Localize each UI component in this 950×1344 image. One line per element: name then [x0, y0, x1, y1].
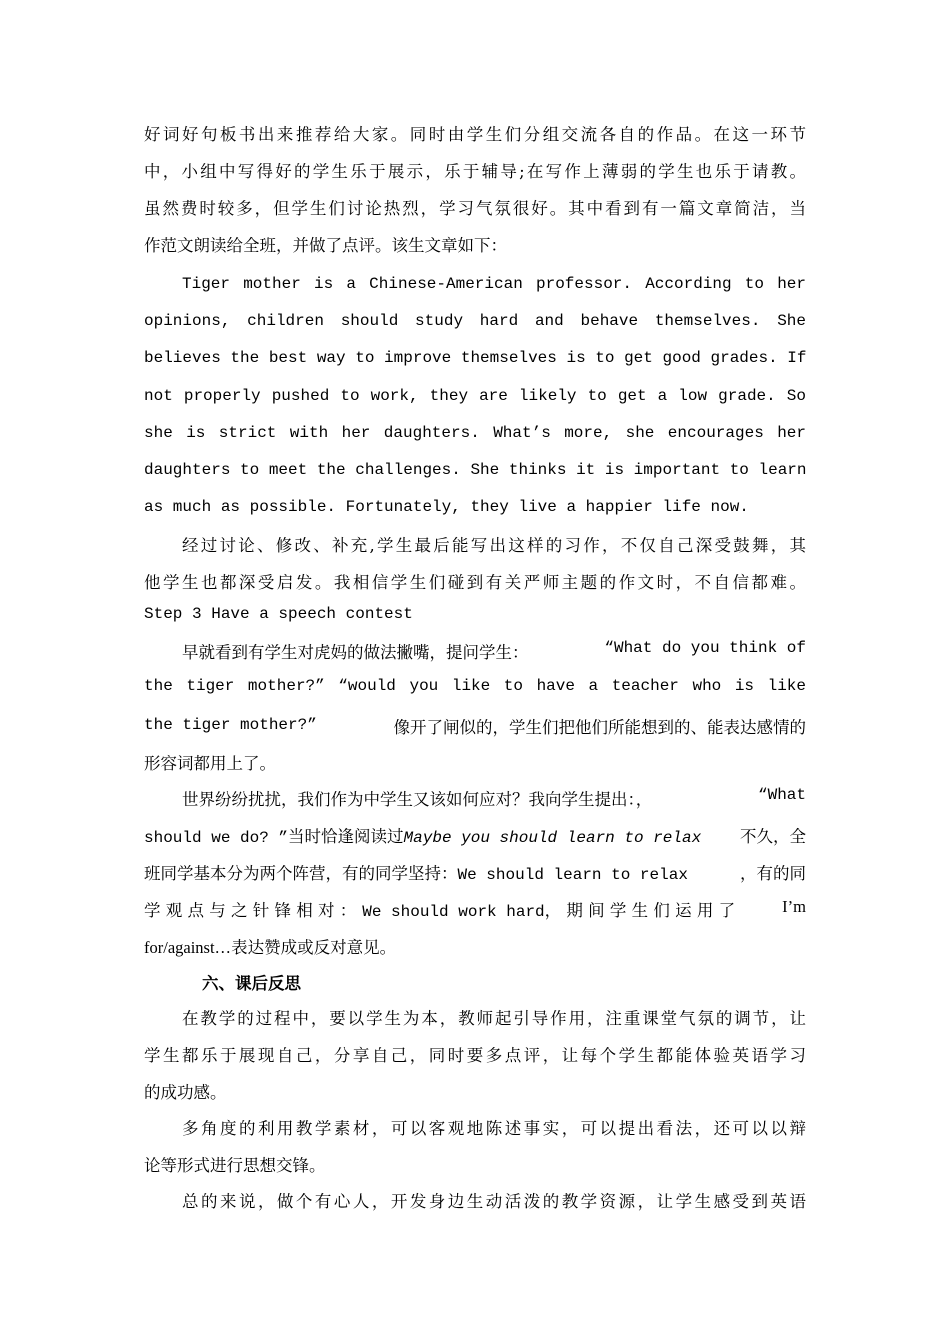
- paragraph7-line1: 总的来说，做个有心人，开发身边生动活泼的教学资源，让学生感受到英语: [182, 1192, 806, 1211]
- paragraph4-line4-cn2: ， 期 间 学 生 们 运 用 了: [544, 901, 736, 920]
- paragraph3-line3: [144, 714, 806, 738]
- paragraph3-line2: the tiger mother?” “would you like to have a teacher who is like: [144, 677, 806, 695]
- step3-heading: Step 3 Have a speech contest: [144, 605, 413, 623]
- paragraph2-line1: 经过讨论、修改、补充,学生最后能写出这样的习作，不仅自己深受鼓舞，其: [182, 536, 806, 555]
- paragraph4-line2-cn2: 不久，全: [740, 827, 806, 846]
- essay-line7: as much as possible. Fortunately, they live a happier life now.: [144, 498, 749, 516]
- paragraph1-line4: 作范文朗读给全班，并做了点评。该生文章如下：: [144, 236, 507, 255]
- paragraph1-line3: 虽然费时较多，但学生们讨论热烈，学习气氛很好。其中看到有一篇文章简洁，当: [144, 199, 806, 218]
- paragraph4-line1: [182, 786, 806, 810]
- book-title: Maybe you should learn to relax: [403, 829, 702, 847]
- paragraph4-line1-cn: 世界纷纷扰扰，我们作为中学生又该如何应对？我向学生提出：，: [182, 790, 653, 809]
- paragraph3-line3-cn: 像开了闸似的，学生们把他们所能想到的、能表达感情的: [393, 718, 806, 737]
- essay-line2: opinions, children should study hard and behave themselves. She: [144, 312, 806, 330]
- essay-line5: she is strict with her daughters. What’s more, she encourages her: [144, 424, 806, 442]
- paragraph4-line1-en: “What: [757, 786, 806, 804]
- paragraph4-line5-cn: 表达赞成或反对意见。: [231, 938, 397, 957]
- paragraph4-line2-en: should we do? ”: [144, 829, 289, 847]
- paragraph4-line4-en: We should work hard: [362, 903, 545, 921]
- paragraph3-line1-en: “What do you think of: [604, 639, 806, 657]
- paragraph6-line2: 论等形式进行思想交锋。: [144, 1156, 326, 1175]
- paragraph5-line3: 的成功感。: [144, 1083, 227, 1102]
- paragraph4-line3-cn1: 班同学基本分为两个阵营，有的同学坚持：: [144, 864, 458, 883]
- paragraph1-line1: 好词好句板书出来推荐给大家。同时由学生们分组交流各自的作品。在这一环节: [144, 125, 806, 144]
- paragraph4-line5: [144, 934, 806, 958]
- essay-line1: Tiger mother is a Chinese-American professor. According to her: [182, 275, 806, 293]
- essay-line4: not properly pushed to work, they are likely to get a low grade. So: [144, 387, 806, 405]
- paragraph1-line2: 中，小组中写得好的学生乐于展示，乐于辅导;在写作上薄弱的学生也乐于请教。: [144, 162, 806, 181]
- paragraph5-line2: 学生都乐于展现自己，分享自己，同时要多点评，让每个学生都能体验英语学习: [144, 1046, 806, 1065]
- paragraph4-line4: [144, 897, 806, 921]
- paragraph3-line1: [182, 639, 806, 663]
- paragraph4-line4-cn1: 学 观 点 与 之 针 锋 相 对 ：: [144, 901, 357, 920]
- paragraph4-line5-en: for/against…: [144, 938, 232, 957]
- paragraph2-line2: 他学生也都深受启发。我相信学生们碰到有关严师主题的作文时，不自信都难。: [144, 573, 806, 592]
- essay-line3: believes the best way to improve themselves is to get good grades. If: [144, 349, 807, 367]
- paragraph4-line3-en: We should learn to relax: [457, 866, 688, 884]
- paragraph4-line4-en2: I’m: [782, 897, 806, 916]
- paragraph5-line1: 在教学的过程中，要以学生为本，教师起引导作用，注重课堂气氛的调节，让: [182, 1009, 806, 1028]
- paragraph4-line3: [144, 860, 806, 884]
- paragraph4-line2: [144, 823, 806, 847]
- section6-heading: 六、课后反思: [202, 974, 301, 993]
- essay-line6: daughters to meet the challenges. She thinks it is important to learn: [144, 461, 807, 479]
- paragraph3-line3-en: the tiger mother?”: [144, 716, 317, 734]
- paragraph4-line3-cn2: ，有的同: [740, 864, 806, 883]
- paragraph6-line1: 多角度的利用教学素材，可以客观地陈述事实，可以提出看法，还可以以辩: [182, 1119, 806, 1138]
- paragraph4-line2-cn1: 当时恰逢阅读过: [288, 827, 404, 846]
- paragraph3-line1-cn: 早就看到有学生对虎妈的做法撇嘴，提问学生：: [182, 643, 529, 662]
- paragraph3-line4: 形容词都用上了。: [144, 754, 276, 773]
